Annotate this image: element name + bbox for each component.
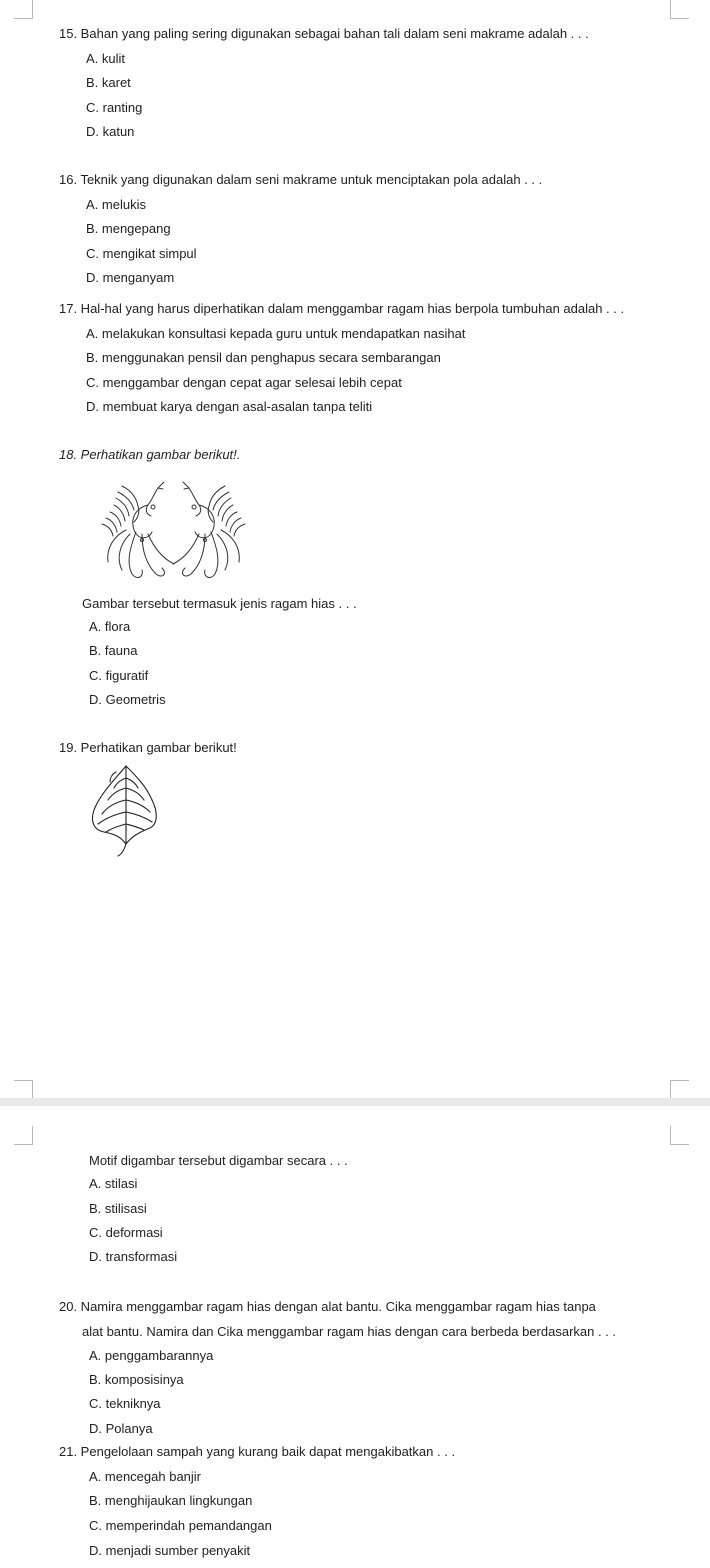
option-18-a: A. flora <box>89 619 131 634</box>
option-20-c: C. tekniknya <box>89 1396 161 1411</box>
option-15-c: C. ranting <box>86 100 143 115</box>
option-16-d: D. menganyam <box>86 270 175 285</box>
question-17: 17. Hal-hal yang harus diperhatikan dalam menggambar ragam hias berpola tumbuhan adalah . . . <box>59 301 625 316</box>
option-21-a: A. mencegah banjir <box>89 1469 202 1484</box>
question-20-line-1: 20. Namira menggambar ragam hias dengan alat bantu. Cika menggambar ragam hias tanpa <box>59 1299 596 1314</box>
option-19-a: A. stilasi <box>89 1176 138 1191</box>
option-21-c: C. memperindah pemandangan <box>89 1518 272 1533</box>
page-corner-mark <box>670 1126 689 1145</box>
option-21-d: D. menjadi sumber penyakit <box>89 1543 251 1558</box>
option-20-b: B. komposisinya <box>89 1372 184 1387</box>
option-16-a: A. melukis <box>86 197 146 212</box>
page-corner-mark <box>14 1080 33 1099</box>
option-19-c: C. deformasi <box>89 1225 163 1240</box>
option-15-d: D. katun <box>86 124 135 139</box>
option-17-b: B. menggunakan pensil dan penghapus secara sembarangan <box>86 350 441 365</box>
page-corner-mark <box>670 1080 689 1099</box>
question-15: 15. Bahan yang paling sering digunakan sebagai bahan tali dalam seni makrame adalah . . . <box>59 26 589 41</box>
option-17-d: D. membuat karya dengan asal-asalan tanpa teliti <box>86 399 373 414</box>
question-19: Motif digambar tersebut digambar secara . . . <box>89 1153 348 1168</box>
document-page-2 <box>0 1106 710 1568</box>
option-18-c: C. figuratif <box>89 668 149 683</box>
option-18-d: D. Geometris <box>89 692 166 707</box>
option-19-d: D. transformasi <box>89 1249 178 1264</box>
question-18-intro: 18. Perhatikan gambar berikut!. <box>59 447 241 462</box>
question-16: 16. Teknik yang digunakan dalam seni makrame untuk menciptakan pola adalah . . . <box>59 172 543 187</box>
phoenix-birds-illustration <box>96 478 251 582</box>
option-16-b: B. mengepang <box>86 221 171 236</box>
option-19-b: B. stilisasi <box>89 1201 147 1216</box>
option-16-c: C. mengikat simpul <box>86 246 197 261</box>
page-corner-mark <box>670 0 689 19</box>
question-18: Gambar tersebut termasuk jenis ragam hias . . . <box>82 596 357 611</box>
option-20-d: D. Polanya <box>89 1421 153 1436</box>
page-corner-mark <box>14 1126 33 1145</box>
option-15-a: A. kulit <box>86 51 126 66</box>
option-20-a: A. penggambarannya <box>89 1348 214 1363</box>
question-19-intro: 19. Perhatikan gambar berikut! <box>59 740 237 755</box>
option-17-c: C. menggambar dengan cepat agar selesai lebih cepat <box>86 375 402 390</box>
question-21: 21. Pengelolaan sampah yang kurang baik dapat mengakibatkan . . . <box>59 1444 456 1459</box>
page-corner-mark <box>14 0 33 19</box>
option-15-b: B. karet <box>86 75 131 90</box>
option-17-a: A. melakukan konsultasi kepada guru untuk mendapatkan nasihat <box>86 326 466 341</box>
leaf-motif-illustration <box>86 764 162 858</box>
page-separator <box>0 1098 710 1106</box>
option-18-b: B. fauna <box>89 643 138 658</box>
question-20-line-2: alat bantu. Namira dan Cika menggambar ragam hias dengan cara berbeda berdasarkan . . . <box>82 1324 617 1339</box>
option-21-b: B. menghijaukan lingkungan <box>89 1493 253 1508</box>
